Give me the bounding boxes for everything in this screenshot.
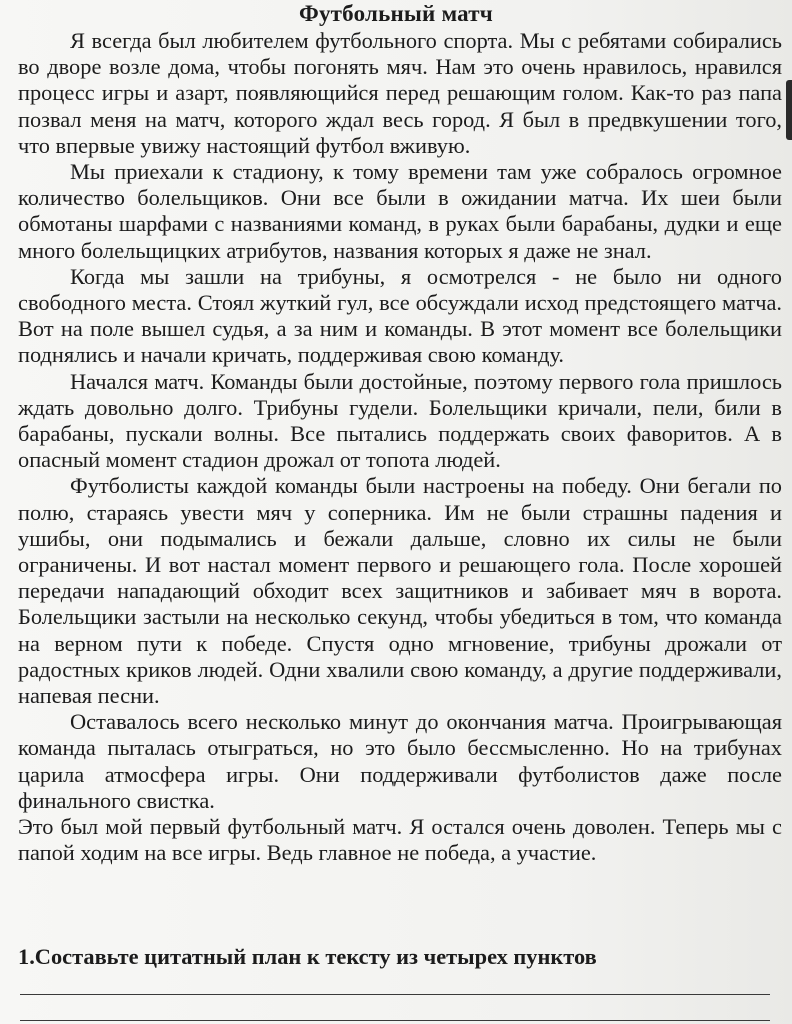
paragraph-6: Оставалось всего несколько минут до окончания матча. Проигрывающая команда пыталась отыграться, но это было бессмысленно. Но на трибунах царила атмосфера игры. Они поддерживали футболистов даже после финального свистка. — [18, 709, 782, 813]
task-heading: 1.Составьте цитатный план к тексту из четырех пунктов — [18, 944, 597, 969]
paragraph-1: Я всегда был любителем футбольного спорта. Мы с ребятами собирались во дворе возле дома, чтобы погонять мяч. Нам это очень нравилось, нравился процесс игры и азарт, появляющийся перед решающим голом. Как-то раз папа позвал меня на матч, которого ждал весь город. Я был в предвкушении того, что впервые увижу настоящий футбол вживую. — [18, 28, 782, 158]
page-edge-shadow — [786, 80, 792, 140]
paragraph-2: Мы приехали к стадиону, к тому времени там уже собралось огромное количество болельщиков. Они все были в ожидании матча. Их шеи были обмотаны шарфами с названиями команд, в руках были барабаны, дудки и еще много болельщицких атрибутов, названия которых я даже не знал. — [18, 159, 782, 263]
paragraph-3: Когда мы зашли на трибуны, я осмотрелся - не было ни одного свободного места. Стоял жуткий гул, все обсуждали исход предстоящего матча. Вот на поле вышел судья, а за ним и команды. В этот момент все болельщики поднялись и начали кричать, поддерживая свою команду. — [18, 263, 782, 368]
document-title: Футбольный матч — [299, 1, 493, 26]
paragraph-5: Футболисты каждой команды были настроены на победу. Они бегали по полю, стараясь увести мяч у соперника. Им не были страшны падения и ушибы, они подымались и бежали дальше, словно их силы не были ограничены. И вот настал момент первого и решающего гола. После хорошей передачи нападающий обходит всех защитников и забивает мяч в ворота. Болельщики застыли на несколько секунд, чтобы убедиться в том, что команда на верном пути к победе. Спустя одно мгновение, трибуны дрожали от радостных криков людей. Одни хвалили свою команду, а другие поддерживали, напевая песни. — [18, 473, 782, 709]
answer-line — [20, 1020, 770, 1021]
document-body — [18, 28, 782, 867]
answer-line — [20, 994, 770, 995]
paragraph-7: Это был мой первый футбольный матч. Я остался очень доволен. Теперь мы с папой ходим на все игры. Ведь главное не победа, а участие. — [18, 814, 782, 866]
paragraph-4: Начался матч. Команды были достойные, поэтому первого гола пришлось ждать довольно долго. Трибуны гудели. Болельщики кричали, пели, били в барабаны, пускали волны. Все пытались поддержать своих фаворитов. А в опасный момент стадион дрожал от топота людей. — [18, 368, 782, 473]
